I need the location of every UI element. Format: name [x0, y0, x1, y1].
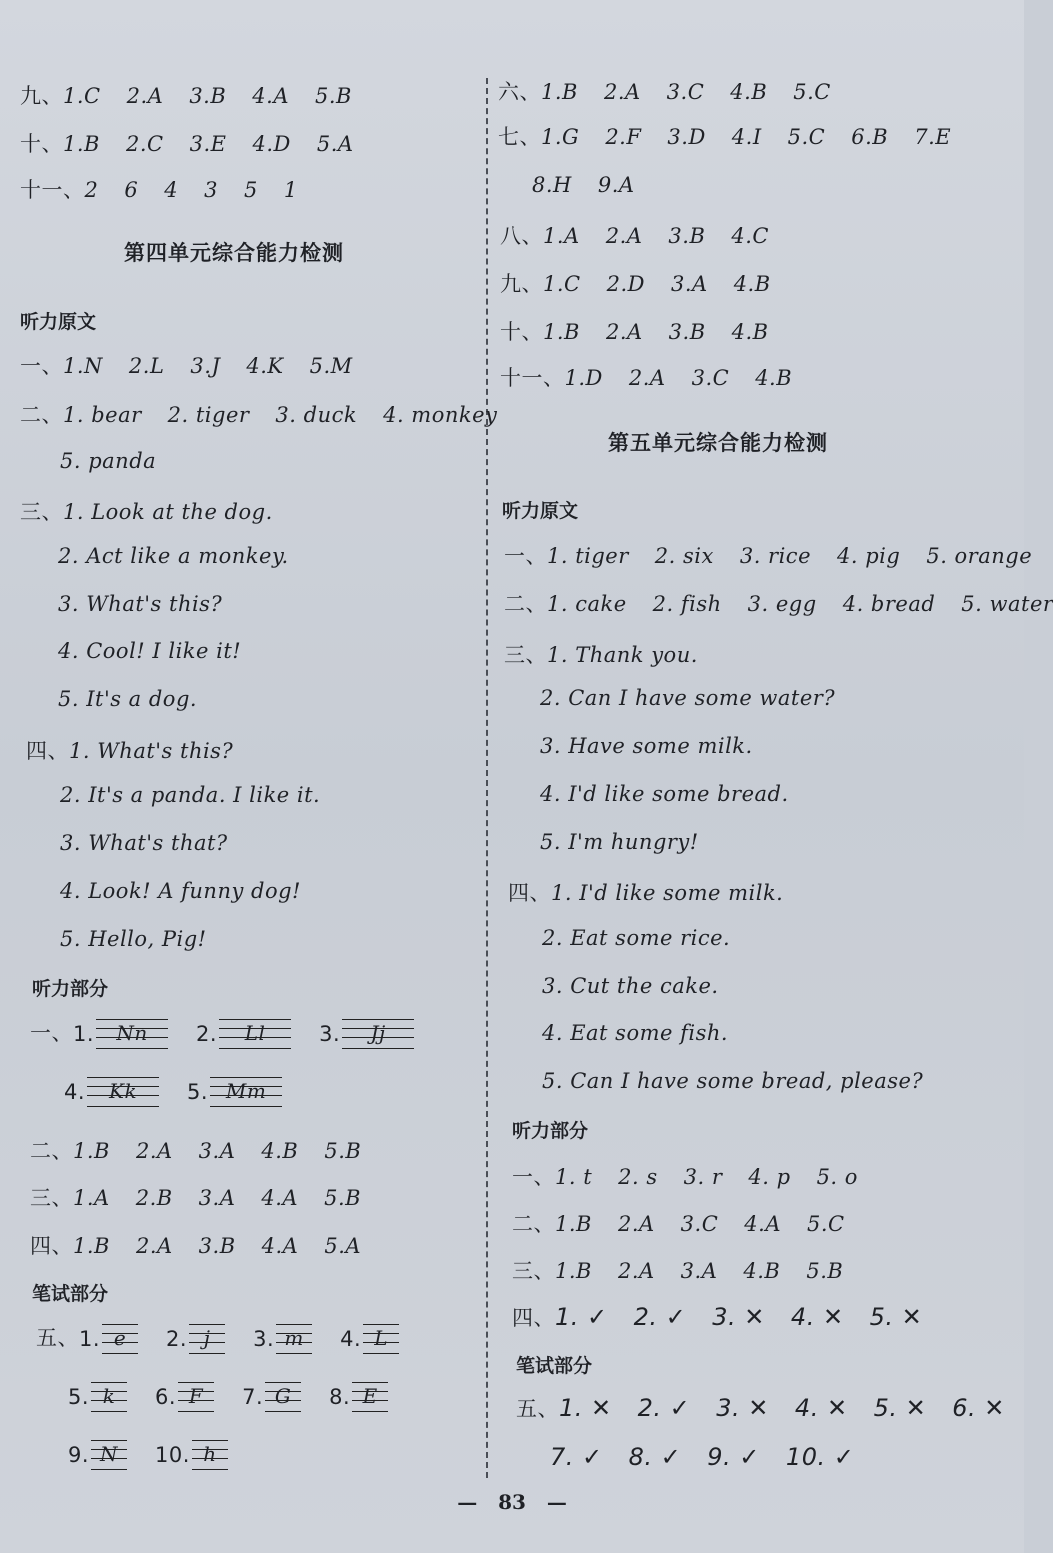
written-letters: L — [374, 1326, 389, 1350]
answer-item: 4.I — [731, 125, 762, 149]
answer-item: 3. ✕ — [716, 1394, 769, 1422]
answer-line: 四、1. What's this? — [26, 739, 234, 763]
answer-item: 4.B — [743, 1259, 781, 1283]
written-letters: N — [100, 1442, 119, 1466]
answer-item: 1.B — [555, 1259, 592, 1283]
answer-item: 3. duck — [275, 403, 358, 427]
answer-line: 4. Cool! I like it! — [58, 639, 242, 663]
answer-item: 2.A — [603, 80, 641, 104]
answer-item: 3 — [204, 178, 218, 202]
four-line-writing-box — [91, 1440, 127, 1470]
written-letters: m — [284, 1326, 304, 1350]
four-line-writing-box — [219, 1019, 291, 1049]
item-number: 5. — [187, 1080, 209, 1104]
answer-line: 3. What's this? — [58, 592, 223, 616]
four-line-writing-box — [276, 1324, 312, 1354]
answer-item: 2.D — [606, 272, 645, 296]
four-line-writing-box — [352, 1382, 388, 1412]
answer-item: 3.A — [680, 1259, 718, 1283]
answer-line: 二、1.B 2.A 3.C 4.A 5.C — [512, 1212, 845, 1236]
written-letters: G — [274, 1384, 292, 1408]
answer-item: 2.A — [628, 366, 666, 390]
answer-item: 6 — [124, 178, 139, 202]
answer-item: 2.A — [135, 1139, 173, 1163]
item-number: 4. — [64, 1080, 86, 1104]
item-number: 3. — [253, 1327, 275, 1351]
answer-item: 4. bread — [842, 592, 936, 616]
item-number: 9. — [68, 1443, 90, 1467]
answer-item: 4.D — [252, 132, 291, 156]
four-line-writing-box — [178, 1382, 214, 1412]
answer-item: 6.B — [851, 125, 889, 149]
section-title: 第四单元综合能力检测 — [124, 240, 344, 265]
answer-item: 4.A — [252, 84, 289, 108]
answer-line: 十、1.B 2.A 3.B 4.B — [500, 320, 769, 344]
answer-item: 3.J — [190, 354, 221, 378]
answer-line: 一、1. t 2. s 3. r 4. p 5. o — [512, 1165, 858, 1189]
sub-heading: 听力原文 — [502, 500, 579, 522]
answer-item: 4.B — [733, 272, 771, 296]
answer-item: 2 — [84, 178, 99, 202]
answer-line: 十一、1.D 2.A 3.C 4.B — [500, 366, 793, 390]
answer-item: 2.A — [605, 320, 643, 344]
answer-item: 2.A — [617, 1259, 655, 1283]
answer-item: 1.B — [63, 132, 100, 156]
written-letters: j — [203, 1326, 211, 1350]
item-number: 1. — [73, 1022, 95, 1046]
answer-item: 8. ✓ — [628, 1443, 682, 1471]
answer-item: 5.B — [324, 1186, 362, 1210]
answer-line: 十一、2 6 4 3 5 1 — [20, 178, 298, 202]
answer-line: 四、1. I'd like some milk. — [508, 881, 784, 905]
answer-item: 2. ✓ — [637, 1394, 691, 1422]
answer-item: 2.A — [126, 84, 164, 108]
answer-item: 2. ✓ — [633, 1303, 687, 1331]
answer-item: 5.B — [314, 84, 352, 108]
answer-line: 三、1. Thank you. — [504, 643, 698, 667]
letter-writing-row — [68, 1440, 256, 1470]
answer-item: 4.A — [261, 1234, 299, 1258]
four-line-writing-box — [189, 1324, 225, 1354]
answer-item: 3. r — [683, 1165, 723, 1189]
written-letters: Kk — [109, 1079, 138, 1103]
answer-item: 3. ✕ — [712, 1303, 765, 1331]
answer-line: 十、1.B 2.C 3.E 4.D 5.A — [20, 132, 354, 156]
answer-item: 3.C — [691, 366, 730, 390]
answer-item: 3.A — [198, 1186, 236, 1210]
answer-item: 9.A — [597, 173, 635, 197]
answer-item: 1. t — [555, 1165, 593, 1189]
answer-line: 2. Eat some rice. — [542, 926, 731, 950]
answer-line: 5. Can I have some bread, please? — [542, 1069, 924, 1093]
answer-item: 1.D — [564, 366, 603, 390]
answer-item: 3.B — [668, 224, 706, 248]
answer-line: 七、1.G 2.F 3.D 4.I 5.C 6.B 7.E — [498, 125, 952, 149]
answer-item: 4.A — [261, 1186, 299, 1210]
sub-heading: 听力原文 — [20, 311, 97, 333]
written-letters: k — [102, 1384, 116, 1408]
answer-line: 五、1. ✕ 2. ✓ 3. ✕ 4. ✕ 5. ✕ 6. ✕ — [516, 1394, 1005, 1422]
sub-heading: 笔试部分 — [516, 1355, 593, 1377]
answer-item: 3.B — [668, 320, 706, 344]
letter-writing-row: 一、1. Nn 2. Ll 3. Jj — [30, 1017, 442, 1049]
answer-line: 三、1. Look at the dog. — [20, 500, 273, 524]
answer-item: 2. six — [654, 544, 714, 568]
answer-item: 4.A — [744, 1212, 781, 1236]
answer-item: 4.B — [730, 80, 768, 104]
answer-item: 1.B — [73, 1139, 110, 1163]
answer-item: 5. water — [961, 592, 1053, 616]
item-number: 6. — [155, 1385, 177, 1409]
answer-item: 1.C — [543, 272, 581, 296]
answer-line: 2. Act like a monkey. — [58, 544, 289, 568]
item-number: 4. — [340, 1327, 362, 1351]
answer-item: 4.B — [731, 320, 769, 344]
answer-line: 二、1.B 2.A 3.A 4.B 5.B — [30, 1139, 362, 1163]
answer-item: 3.C — [680, 1212, 719, 1236]
answer-line: 5. panda — [60, 449, 157, 473]
answer-item: 5 — [244, 178, 258, 202]
answer-line: 5. I'm hungry! — [540, 830, 699, 854]
answer-line: 二、1. cake 2. fish 3. egg 4. bread 5. water — [504, 592, 1053, 616]
answer-line: 一、1.N 2.L 3.J 4.K 5.M — [20, 354, 353, 378]
answer-item: 2.A — [605, 224, 643, 248]
answer-line: 三、1.B 2.A 3.A 4.B 5.B — [512, 1259, 844, 1283]
answer-item: 5.C — [787, 125, 826, 149]
item-number: 2. — [196, 1022, 218, 1046]
answer-item: 5.M — [309, 354, 353, 378]
answer-line: 八、1.A 2.A 3.B 4.C — [500, 224, 769, 248]
answer-item: 4. p — [748, 1165, 791, 1189]
column-divider — [486, 78, 488, 1478]
answer-item: 2.A — [617, 1212, 655, 1236]
four-line-writing-box — [102, 1324, 138, 1354]
answer-line — [532, 173, 635, 197]
answer-line: 5. It's a dog. — [58, 687, 198, 711]
answer-line: 三、1.A 2.B 3.A 4.A 5.B — [30, 1186, 362, 1210]
written-letters: Nn — [116, 1021, 148, 1045]
answer-item: 8.H — [532, 173, 572, 197]
answer-item: 5.B — [806, 1259, 844, 1283]
answer-item: 2.C — [125, 132, 164, 156]
four-line-writing-box — [192, 1440, 228, 1470]
answer-line: 二、1. bear 2. tiger 3. duck 4. monkey — [20, 403, 498, 427]
written-letters: h — [203, 1442, 217, 1466]
four-line-writing-box — [210, 1077, 282, 1107]
answer-item: 2.L — [128, 354, 165, 378]
answer-item: 5. ✕ — [869, 1303, 923, 1331]
answer-item: 10. ✓ — [785, 1443, 855, 1471]
answer-item: 5.A — [324, 1234, 362, 1258]
answer-item: 1.N — [63, 354, 103, 378]
four-line-writing-box — [87, 1077, 159, 1107]
answer-item: 2.B — [135, 1186, 173, 1210]
answer-item: 3.B — [189, 84, 227, 108]
answer-item: 3.E — [189, 132, 227, 156]
answer-item: 2. s — [618, 1165, 658, 1189]
answer-item: 3.D — [667, 125, 706, 149]
four-line-writing-box — [363, 1324, 399, 1354]
answer-item: 1. ✓ — [555, 1303, 608, 1331]
answer-item: 4.K — [246, 354, 284, 378]
answer-item: 1.B — [73, 1234, 110, 1258]
section-title: 第五单元综合能力检测 — [608, 430, 828, 455]
answer-item: 1.B — [543, 320, 580, 344]
answer-line: 四、1.B 2.A 3.B 4.A 5.A — [30, 1234, 362, 1258]
answer-item: 1. tiger — [547, 544, 629, 568]
item-number: 1. — [79, 1327, 101, 1351]
answer-item: 2.F — [605, 125, 642, 149]
answer-line: 4. I'd like some bread. — [540, 782, 789, 806]
answer-item: 5. o — [816, 1165, 858, 1189]
answer-item: 4 — [164, 178, 179, 202]
answer-item: 9. ✓ — [707, 1443, 760, 1471]
four-line-writing-box — [91, 1382, 127, 1412]
answer-item: 3. egg — [747, 592, 817, 616]
answer-item: 5.B — [324, 1139, 362, 1163]
answer-item: 1.A — [543, 224, 580, 248]
answer-item: 5. ✕ — [873, 1394, 927, 1422]
answer-line: 3. Cut the cake. — [542, 974, 719, 998]
four-line-writing-box — [265, 1382, 301, 1412]
sub-heading: 听力部分 — [32, 978, 109, 1000]
answer-item: 2. tiger — [167, 403, 250, 427]
answer-line: 2. Can I have some water? — [540, 686, 836, 710]
answer-item: 3.C — [666, 80, 705, 104]
letter-writing-row: 五、1. e 2. j 3. m 4. L — [36, 1322, 427, 1354]
written-letters: Ll — [244, 1021, 266, 1045]
answer-line: 3. Have some milk. — [540, 734, 753, 758]
answer-line: 4. Look! A funny dog! — [60, 879, 301, 903]
written-letters: Mm — [225, 1079, 267, 1103]
answer-item: 2.A — [135, 1234, 173, 1258]
answer-item: 1.B — [541, 80, 578, 104]
letter-writing-row — [64, 1077, 310, 1107]
written-letters: Jj — [370, 1021, 386, 1045]
answer-item: 4.B — [261, 1139, 299, 1163]
answer-line: 3. What's that? — [60, 831, 228, 855]
answer-item: 4.B — [755, 366, 793, 390]
letter-writing-row — [68, 1382, 416, 1412]
answer-item: 1. ✕ — [559, 1394, 612, 1422]
written-letters: F — [188, 1384, 204, 1408]
answer-item: 4. ✕ — [794, 1394, 848, 1422]
answer-line: 九、1.C 2.A 3.B 4.A 5.B — [20, 84, 352, 108]
sub-heading: 听力部分 — [512, 1120, 589, 1142]
four-line-writing-box — [96, 1019, 168, 1049]
answer-item: 4. ✕ — [790, 1303, 844, 1331]
item-number: 7. — [242, 1385, 264, 1409]
answer-item: 4. monkey — [383, 403, 498, 427]
answer-line: 一、1. tiger 2. six 3. rice 4. pig 5. orange — [504, 544, 1033, 568]
answer-item: 5. orange — [926, 544, 1033, 568]
answer-item: 7.E — [914, 125, 952, 149]
written-letters: e — [113, 1326, 127, 1350]
written-letters: E — [362, 1384, 378, 1408]
answer-item: 1.B — [555, 1212, 592, 1236]
answer-item: 5.C — [806, 1212, 845, 1236]
answer-item: 3.B — [198, 1234, 236, 1258]
item-number: 10. — [155, 1443, 190, 1467]
answer-item: 3.A — [670, 272, 708, 296]
item-number: 2. — [166, 1327, 188, 1351]
four-line-writing-box — [342, 1019, 414, 1049]
answer-item: 7. ✓ — [550, 1443, 603, 1471]
answer-line: 5. Hello, Pig! — [60, 927, 207, 951]
item-number: 3. — [319, 1022, 341, 1046]
answer-line: 2. It's a panda. I like it. — [60, 783, 321, 807]
answer-item: 3. rice — [739, 544, 811, 568]
answer-line: 4. Eat some fish. — [542, 1021, 729, 1045]
answer-item: 4.C — [731, 224, 769, 248]
answer-item: 1. cake — [547, 592, 627, 616]
sub-heading: 笔试部分 — [32, 1283, 109, 1305]
page-number: — 83 — — [457, 1490, 567, 1514]
item-number: 5. — [68, 1385, 90, 1409]
answer-item: 4. pig — [837, 544, 901, 568]
answer-item: 5.C — [793, 80, 831, 104]
answer-line: 九、1.C 2.D 3.A 4.B — [500, 272, 771, 296]
item-number: 8. — [329, 1385, 351, 1409]
answer-line: 六、1.B 2.A 3.C 4.B 5.C — [498, 80, 831, 104]
answer-item: 1. bear — [63, 403, 142, 427]
answer-item: 6. ✕ — [952, 1394, 1005, 1422]
answer-item: 1.G — [541, 125, 580, 149]
answer-item: 1 — [283, 178, 298, 202]
answer-item: 3.A — [198, 1139, 236, 1163]
answer-line — [550, 1443, 854, 1471]
answer-item: 1.C — [63, 84, 101, 108]
answer-item: 2. fish — [652, 592, 722, 616]
answer-item: 1.A — [73, 1186, 110, 1210]
answer-line: 四、1. ✓ 2. ✓ 3. ✕ 4. ✕ 5. ✕ — [512, 1303, 923, 1331]
answer-item: 5.A — [316, 132, 354, 156]
